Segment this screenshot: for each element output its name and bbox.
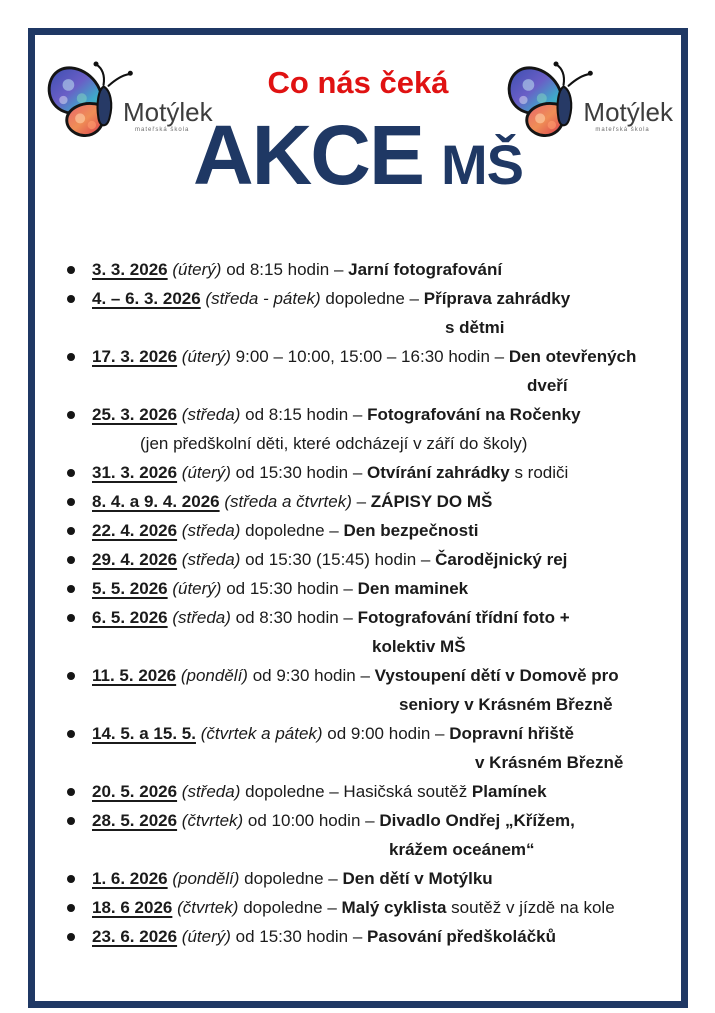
- event-day: (čtvrtek): [172, 898, 244, 917]
- events-list: [35, 247, 681, 951]
- event-item: [92, 487, 667, 516]
- event-line-continuation: [92, 835, 667, 864]
- event-date: 6. 5. 2026: [92, 608, 168, 627]
- event-day: (středa): [177, 405, 246, 424]
- event-detail: od 9:30 hodin –: [252, 666, 375, 685]
- event-day: (úterý): [167, 579, 227, 598]
- event-day: (pondělí): [176, 666, 253, 685]
- event-line-continuation: [92, 690, 667, 719]
- title-ms: MŠ: [441, 133, 523, 196]
- event-detail: dopoledne –: [245, 521, 344, 540]
- title-akce: AKCE: [192, 108, 423, 202]
- event-title: Čarodějnický rej: [435, 550, 568, 569]
- event-title: Jarní fotografování: [348, 260, 503, 279]
- bullet-icon: [67, 933, 75, 941]
- event-detail: dopoledne –: [243, 898, 342, 917]
- event-item: [92, 922, 667, 951]
- bullet-icon: [67, 295, 75, 303]
- event-date: 4. – 6. 3. 2026: [92, 289, 201, 308]
- event-date: 20. 5. 2026: [92, 782, 178, 801]
- event-date: 18. 6 2026: [92, 898, 173, 917]
- event-line: [92, 458, 667, 487]
- event-date: 31. 3. 2026: [92, 463, 178, 482]
- event-line: [92, 893, 667, 922]
- event-line: [92, 516, 667, 545]
- event-detail: od 15:30 hodin –: [235, 927, 368, 946]
- bullet-icon: [67, 585, 75, 593]
- event-item: [92, 893, 667, 922]
- event-title: Otvírání zahrádky: [367, 463, 510, 482]
- subtitle-red: Co nás čeká: [267, 65, 449, 100]
- event-date: 14. 5. a 15. 5.: [92, 724, 196, 743]
- event-line: [92, 661, 667, 690]
- event-detail: od 15:30 hodin –: [226, 579, 358, 598]
- event-item: [92, 574, 667, 603]
- event-line: [92, 777, 667, 806]
- logo-motylek-left: [45, 55, 213, 145]
- event-title: Plamínek: [471, 782, 547, 801]
- event-title: Příprava zahrádky: [423, 289, 571, 308]
- event-item: [92, 661, 667, 719]
- event-day: (středa - pátek): [200, 289, 326, 308]
- event-title: Den bezpečnosti: [343, 521, 479, 540]
- event-title: kolektiv MŠ: [372, 637, 466, 656]
- event-title: v Krásném Březně: [475, 753, 624, 772]
- event-day: (středa): [167, 608, 236, 627]
- event-title: Dopravní hřiště: [449, 724, 574, 743]
- event-date: 22. 4. 2026: [92, 521, 178, 540]
- event-item: [92, 284, 667, 342]
- event-line-continuation: [92, 371, 667, 400]
- event-line: [92, 342, 667, 371]
- event-date: 29. 4. 2026: [92, 550, 178, 569]
- event-title: seniory v Krásném Březně: [399, 695, 613, 714]
- event-detail: (jen předškolní děti, které odcházejí v září do školy): [140, 434, 528, 453]
- event-title: Den otevřených: [508, 347, 637, 366]
- event-day: (středa): [177, 521, 246, 540]
- event-date: 23. 6. 2026: [92, 927, 178, 946]
- event-date: 1. 6. 2026: [92, 869, 168, 888]
- event-day: (čtvrtek a pátek): [195, 724, 328, 743]
- event-date: 5. 5. 2026: [92, 579, 168, 598]
- event-line: [92, 284, 667, 313]
- event-day: (úterý): [177, 463, 236, 482]
- event-item: [92, 516, 667, 545]
- event-date: 25. 3. 2026: [92, 405, 178, 424]
- event-date: 8. 4. a 9. 4. 2026: [92, 492, 220, 511]
- event-line: [92, 255, 667, 284]
- event-item: [92, 719, 667, 777]
- event-line-continuation: [92, 429, 667, 458]
- event-line-continuation: [92, 313, 667, 342]
- event-line: [92, 806, 667, 835]
- event-item: [92, 864, 667, 893]
- event-title: s dětmi: [445, 318, 505, 337]
- header: [35, 35, 681, 247]
- bullet-icon: [67, 788, 75, 796]
- event-item: [92, 400, 667, 458]
- event-date: 3. 3. 2026: [92, 260, 168, 279]
- event-detail: od 8:15 hodin –: [245, 405, 368, 424]
- event-title: Fotografování třídní foto +: [357, 608, 570, 627]
- event-detail: od 15:30 (15:45) hodin –: [245, 550, 436, 569]
- event-title: dveří: [527, 376, 568, 395]
- event-title: Vystoupení dětí v Domově pro: [374, 666, 619, 685]
- event-detail: –: [356, 492, 371, 511]
- event-line: [92, 864, 667, 893]
- event-item: [92, 777, 667, 806]
- logo-text: [123, 99, 213, 133]
- bullet-icon: [67, 614, 75, 622]
- bullet-icon: [67, 730, 75, 738]
- bullet-icon: [67, 527, 75, 535]
- event-detail: dopoledne –: [325, 289, 424, 308]
- logo-name: Motýlek: [123, 97, 213, 127]
- event-title: Divadlo Ondřej „Křížem,: [379, 811, 575, 830]
- event-line: [92, 719, 667, 748]
- logo-subtitle: mateřská škola: [135, 127, 190, 133]
- event-line: [92, 574, 667, 603]
- bullet-icon: [67, 672, 75, 680]
- page-border-frame: [28, 28, 688, 1008]
- event-detail: soutěž v jízdě na kole: [446, 898, 615, 917]
- event-title: Den maminek: [357, 579, 469, 598]
- bullet-icon: [67, 266, 75, 274]
- event-title: Den dětí v Motýlku: [342, 869, 493, 888]
- bullet-icon: [67, 875, 75, 883]
- event-title: krážem oceánem“: [389, 840, 535, 859]
- logo-text: [583, 99, 673, 133]
- bullet-icon: [67, 817, 75, 825]
- event-date: 11. 5. 2026: [92, 666, 177, 685]
- event-day: (pondělí): [167, 869, 245, 888]
- bullet-icon: [67, 904, 75, 912]
- event-detail: od 9:00 hodin –: [327, 724, 450, 743]
- event-line: [92, 603, 667, 632]
- event-item: [92, 603, 667, 661]
- event-line: [92, 545, 667, 574]
- event-day: (úterý): [177, 927, 236, 946]
- event-detail: 9:00 – 10:00, 15:00 – 16:30 hodin –: [235, 347, 509, 366]
- event-day: (úterý): [177, 347, 236, 366]
- event-line-continuation: [92, 748, 667, 777]
- event-day: (úterý): [167, 260, 227, 279]
- logo-motylek-right: [505, 55, 673, 145]
- bullet-icon: [67, 556, 75, 564]
- event-title: Pasování předškoláčků: [367, 927, 557, 946]
- event-detail: od 8:15 hodin –: [226, 260, 349, 279]
- event-item: [92, 255, 667, 284]
- logo-subtitle: mateřská škola: [595, 127, 650, 133]
- event-detail: od 15:30 hodin –: [235, 463, 368, 482]
- event-detail: dopoledne – Hasičská soutěž: [245, 782, 472, 801]
- event-line: [92, 400, 667, 429]
- event-title: Malý cyklista: [341, 898, 447, 917]
- event-title: ZÁPISY DO MŠ: [370, 492, 493, 511]
- event-title: Fotografování na Ročenky: [367, 405, 581, 424]
- event-day: (středa a čtvrtek): [219, 492, 357, 511]
- event-line: [92, 487, 667, 516]
- bullet-icon: [67, 353, 75, 361]
- bullet-icon: [67, 498, 75, 506]
- event-day: (středa): [177, 782, 246, 801]
- logo-name: Motýlek: [583, 97, 673, 127]
- event-date: 28. 5. 2026: [92, 811, 178, 830]
- event-item: [92, 458, 667, 487]
- event-item: [92, 545, 667, 574]
- event-detail: od 8:30 hodin –: [235, 608, 358, 627]
- event-item: [92, 806, 667, 864]
- event-detail: dopoledne –: [244, 869, 343, 888]
- event-line-continuation: [92, 632, 667, 661]
- bullet-icon: [67, 411, 75, 419]
- bullet-icon: [67, 469, 75, 477]
- event-detail: od 10:00 hodin –: [247, 811, 380, 830]
- event-line: [92, 922, 667, 951]
- event-detail: s rodiči: [509, 463, 569, 482]
- event-day: (čtvrtek): [177, 811, 248, 830]
- event-item: [92, 342, 667, 400]
- event-day: (středa): [177, 550, 246, 569]
- event-date: 17. 3. 2026: [92, 347, 178, 366]
